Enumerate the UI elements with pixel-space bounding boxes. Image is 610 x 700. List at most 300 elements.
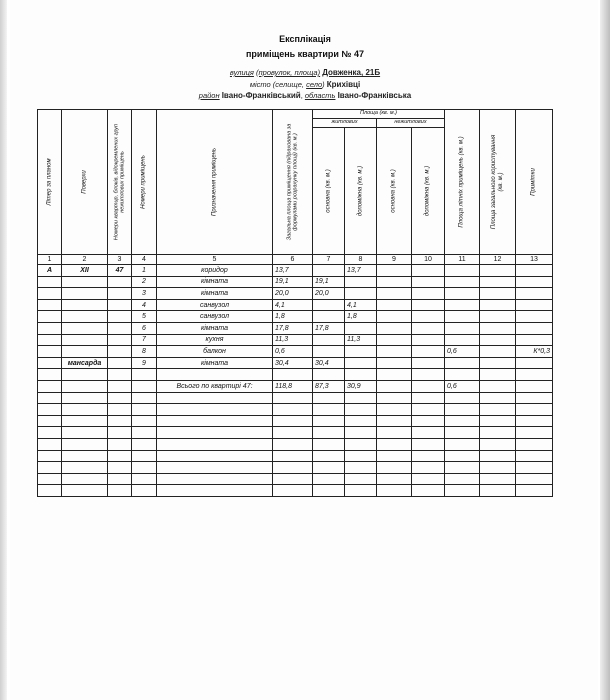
table-cell bbox=[313, 346, 345, 358]
table-row bbox=[38, 392, 553, 404]
table-row bbox=[38, 369, 553, 381]
column-number: 5 bbox=[157, 255, 273, 265]
table-cell: 19,1 bbox=[273, 276, 313, 288]
table-cell bbox=[345, 462, 377, 474]
table-cell bbox=[62, 311, 108, 323]
table-cell bbox=[108, 299, 132, 311]
table-cell bbox=[157, 415, 273, 427]
table-row bbox=[38, 265, 553, 277]
table-cell: 8 bbox=[132, 346, 157, 358]
table-cell bbox=[38, 276, 62, 288]
table-cell bbox=[157, 485, 273, 497]
table-cell bbox=[313, 450, 345, 462]
table-cell bbox=[38, 404, 62, 416]
table-cell: 0,6 bbox=[445, 380, 480, 392]
column-number: 6 bbox=[273, 255, 313, 265]
table-cell bbox=[62, 473, 108, 485]
table-cell bbox=[345, 288, 377, 300]
table-cell bbox=[480, 276, 516, 288]
table-cell bbox=[480, 404, 516, 416]
table-cell bbox=[412, 438, 445, 450]
table-row bbox=[38, 473, 553, 485]
table-cell bbox=[345, 473, 377, 485]
table-cell bbox=[38, 380, 62, 392]
table-row bbox=[38, 288, 553, 300]
column-number: 12 bbox=[480, 255, 516, 265]
table-cell bbox=[132, 380, 157, 392]
table-cell: 2 bbox=[132, 276, 157, 288]
table-cell bbox=[412, 288, 445, 300]
table-cell bbox=[62, 392, 108, 404]
table-cell bbox=[345, 450, 377, 462]
table-cell bbox=[412, 462, 445, 474]
table-cell bbox=[38, 485, 62, 497]
table-cell: 30,4 bbox=[273, 357, 313, 369]
table-cell bbox=[480, 265, 516, 277]
column-number: 3 bbox=[108, 255, 132, 265]
table-cell bbox=[108, 346, 132, 358]
table-cell bbox=[445, 404, 480, 416]
table-row bbox=[38, 427, 553, 439]
col-header-8: допоміжна (кв. м.) bbox=[345, 128, 377, 255]
table-cell bbox=[38, 346, 62, 358]
city-selected: село bbox=[306, 80, 323, 89]
table-cell bbox=[273, 485, 313, 497]
district-value: Івано-Франківський bbox=[221, 91, 301, 100]
table-cell bbox=[62, 427, 108, 439]
table-cell bbox=[345, 276, 377, 288]
table-row bbox=[38, 485, 553, 497]
table-cell bbox=[377, 322, 412, 334]
table-cell bbox=[377, 415, 412, 427]
table-cell bbox=[377, 265, 412, 277]
region-value: Івано-Франківська bbox=[337, 91, 412, 100]
table-row bbox=[38, 380, 553, 392]
table-cell bbox=[38, 369, 62, 381]
column-number: 11 bbox=[445, 255, 480, 265]
table-cell: 30,9 bbox=[345, 380, 377, 392]
table-cell: балкон bbox=[157, 346, 273, 358]
table-cell bbox=[445, 311, 480, 323]
table-cell: 1 bbox=[132, 265, 157, 277]
table-cell: мансарда bbox=[62, 357, 108, 369]
table-cell bbox=[345, 485, 377, 497]
table-cell bbox=[313, 473, 345, 485]
table-cell bbox=[516, 357, 553, 369]
table-row bbox=[38, 334, 553, 346]
col-header-13: Примітки bbox=[516, 110, 553, 255]
table-cell bbox=[273, 427, 313, 439]
table-cell: 1,8 bbox=[273, 311, 313, 323]
table-cell: 13,7 bbox=[273, 265, 313, 277]
table-cell bbox=[516, 404, 553, 416]
table-cell: 19,1 bbox=[313, 276, 345, 288]
table-cell bbox=[377, 485, 412, 497]
column-number: 13 bbox=[516, 255, 553, 265]
table-cell bbox=[412, 380, 445, 392]
table-cell bbox=[132, 450, 157, 462]
table-cell: 9 bbox=[132, 357, 157, 369]
table-cell bbox=[445, 369, 480, 381]
table-cell bbox=[445, 462, 480, 474]
table-cell bbox=[62, 450, 108, 462]
table-cell bbox=[377, 334, 412, 346]
table-cell bbox=[313, 369, 345, 381]
table-cell bbox=[108, 450, 132, 462]
column-number: 1 bbox=[38, 255, 62, 265]
table-cell bbox=[132, 415, 157, 427]
table-cell bbox=[108, 357, 132, 369]
table-cell bbox=[412, 392, 445, 404]
table-cell bbox=[445, 357, 480, 369]
table-cell bbox=[313, 485, 345, 497]
table-cell bbox=[313, 311, 345, 323]
table-cell: 4,1 bbox=[273, 299, 313, 311]
table-cell bbox=[412, 369, 445, 381]
table-cell bbox=[445, 427, 480, 439]
table-cell: XII bbox=[62, 265, 108, 277]
table-cell: 30,4 bbox=[313, 357, 345, 369]
table-cell bbox=[38, 415, 62, 427]
table-cell: 11,3 bbox=[273, 334, 313, 346]
table-cell bbox=[345, 438, 377, 450]
table-cell bbox=[273, 415, 313, 427]
table-cell bbox=[480, 450, 516, 462]
table-cell bbox=[38, 299, 62, 311]
table-cell: 118,8 bbox=[273, 380, 313, 392]
table-cell bbox=[273, 392, 313, 404]
area-group-header: Площа (кв. м.) bbox=[313, 110, 445, 119]
document-title: Експлікація bbox=[279, 34, 331, 44]
column-numbers-row bbox=[38, 255, 553, 265]
table-cell: 11,3 bbox=[345, 334, 377, 346]
city-value: Крихівці bbox=[326, 80, 361, 89]
table-cell: 7 bbox=[132, 334, 157, 346]
table-cell bbox=[108, 369, 132, 381]
table-cell bbox=[38, 473, 62, 485]
street-value: Довженка, 21Б bbox=[322, 68, 381, 77]
table-cell bbox=[412, 265, 445, 277]
table-cell bbox=[345, 392, 377, 404]
table-cell bbox=[273, 369, 313, 381]
table-cell bbox=[273, 473, 313, 485]
table-cell bbox=[377, 311, 412, 323]
city-close: ) bbox=[322, 80, 325, 89]
table-cell bbox=[157, 392, 273, 404]
table-cell bbox=[377, 462, 412, 474]
table-cell bbox=[38, 450, 62, 462]
table-cell bbox=[412, 311, 445, 323]
table-cell: 17,8 bbox=[313, 322, 345, 334]
table-cell: санвузол bbox=[157, 311, 273, 323]
table-cell: 0,6 bbox=[273, 346, 313, 358]
table-cell: 20,0 bbox=[313, 288, 345, 300]
table-cell bbox=[480, 485, 516, 497]
table-cell bbox=[62, 415, 108, 427]
table-cell: кімната bbox=[157, 357, 273, 369]
table-cell bbox=[38, 427, 62, 439]
table-cell bbox=[157, 369, 273, 381]
table-cell bbox=[345, 404, 377, 416]
table-cell bbox=[108, 485, 132, 497]
table-cell: кімната bbox=[157, 288, 273, 300]
col-header-10: допоміжна (кв. м.) bbox=[412, 128, 445, 255]
table-cell: 1,8 bbox=[345, 311, 377, 323]
table-cell bbox=[108, 311, 132, 323]
table-cell: 17,8 bbox=[273, 322, 313, 334]
col-header-5: Призначення приміщень bbox=[157, 110, 273, 255]
table-row bbox=[38, 450, 553, 462]
table-cell bbox=[445, 334, 480, 346]
table-cell bbox=[273, 438, 313, 450]
table-cell bbox=[62, 404, 108, 416]
document-subtitle: приміщень квартири № 47 bbox=[245, 49, 364, 59]
table-cell bbox=[313, 265, 345, 277]
table-cell: А bbox=[38, 265, 62, 277]
table-cell bbox=[313, 404, 345, 416]
table-cell bbox=[157, 438, 273, 450]
table-cell: кімната bbox=[157, 322, 273, 334]
table-cell bbox=[157, 427, 273, 439]
table-row bbox=[38, 299, 553, 311]
col-header-9: основна (кв. м.) bbox=[377, 128, 412, 255]
table-cell: кухня bbox=[157, 334, 273, 346]
table-cell bbox=[377, 276, 412, 288]
table-cell bbox=[38, 392, 62, 404]
column-number: 9 bbox=[377, 255, 412, 265]
table-cell bbox=[480, 392, 516, 404]
table-cell bbox=[412, 357, 445, 369]
table-cell bbox=[377, 450, 412, 462]
table-row bbox=[38, 346, 553, 358]
table-cell bbox=[445, 392, 480, 404]
table-cell bbox=[132, 473, 157, 485]
street-hint: (провулок, площа) bbox=[256, 68, 321, 77]
table-cell bbox=[516, 334, 553, 346]
explication-table bbox=[37, 109, 553, 497]
table-cell bbox=[62, 334, 108, 346]
table-cell bbox=[345, 427, 377, 439]
table-cell bbox=[412, 299, 445, 311]
table-cell bbox=[516, 322, 553, 334]
table-cell bbox=[516, 288, 553, 300]
table-cell bbox=[445, 265, 480, 277]
street-label: вулиця bbox=[229, 68, 254, 77]
table-cell: 4,1 bbox=[345, 299, 377, 311]
table-cell bbox=[516, 311, 553, 323]
table-cell bbox=[516, 473, 553, 485]
photo-edge-right bbox=[600, 0, 610, 700]
table-cell bbox=[108, 473, 132, 485]
table-cell bbox=[62, 322, 108, 334]
table-cell bbox=[445, 415, 480, 427]
table-cell bbox=[313, 427, 345, 439]
table-cell bbox=[445, 276, 480, 288]
table-cell bbox=[38, 288, 62, 300]
table-cell bbox=[132, 438, 157, 450]
table-cell: 5 bbox=[132, 311, 157, 323]
col-header-2: Поверхи bbox=[62, 110, 108, 255]
table-cell: 13,7 bbox=[345, 265, 377, 277]
table-cell: 3 bbox=[132, 288, 157, 300]
table-cell bbox=[516, 299, 553, 311]
table-cell bbox=[157, 473, 273, 485]
table-cell bbox=[445, 288, 480, 300]
table-cell bbox=[313, 438, 345, 450]
table-cell bbox=[62, 369, 108, 381]
table-cell: 0,6 bbox=[445, 346, 480, 358]
col-header-1: Літер за планом bbox=[38, 110, 62, 255]
table-cell bbox=[480, 415, 516, 427]
table-cell: 4 bbox=[132, 299, 157, 311]
table-cell bbox=[377, 427, 412, 439]
table-cell: 20,0 bbox=[273, 288, 313, 300]
table-cell bbox=[108, 462, 132, 474]
table-cell bbox=[516, 392, 553, 404]
table-cell bbox=[62, 276, 108, 288]
table-cell bbox=[412, 450, 445, 462]
table-cell bbox=[313, 299, 345, 311]
table-cell bbox=[108, 380, 132, 392]
table-cell bbox=[412, 346, 445, 358]
table-cell bbox=[313, 462, 345, 474]
table-cell bbox=[62, 380, 108, 392]
table-cell bbox=[38, 462, 62, 474]
table-row bbox=[38, 322, 553, 334]
table-cell bbox=[445, 322, 480, 334]
column-number: 2 bbox=[62, 255, 108, 265]
table-cell bbox=[480, 438, 516, 450]
table-cell bbox=[157, 462, 273, 474]
table-cell bbox=[313, 392, 345, 404]
table-cell bbox=[480, 473, 516, 485]
table-cell bbox=[412, 427, 445, 439]
table-cell bbox=[480, 288, 516, 300]
table-cell: 6 bbox=[132, 322, 157, 334]
table-cell bbox=[377, 346, 412, 358]
table-cell bbox=[516, 380, 553, 392]
district-label: район bbox=[198, 91, 220, 100]
table-cell bbox=[62, 485, 108, 497]
table-cell bbox=[445, 485, 480, 497]
living-group-header: житлових bbox=[313, 119, 377, 128]
table-cell bbox=[62, 288, 108, 300]
table-cell bbox=[108, 288, 132, 300]
table-row bbox=[38, 357, 553, 369]
table-cell bbox=[345, 415, 377, 427]
table-cell bbox=[412, 473, 445, 485]
nonliving-group-header: нежитлових bbox=[377, 119, 445, 128]
table-cell bbox=[412, 415, 445, 427]
table-cell bbox=[62, 438, 108, 450]
table-cell bbox=[132, 462, 157, 474]
table-cell bbox=[108, 427, 132, 439]
column-number: 8 bbox=[345, 255, 377, 265]
table-cell bbox=[412, 334, 445, 346]
table-cell bbox=[516, 485, 553, 497]
table-cell: К*0,3 bbox=[516, 346, 553, 358]
table-row bbox=[38, 311, 553, 323]
table-row bbox=[38, 438, 553, 450]
table-cell bbox=[132, 369, 157, 381]
table-row bbox=[38, 404, 553, 416]
table-cell bbox=[108, 415, 132, 427]
photo-edge-left bbox=[0, 0, 7, 700]
table-cell: Всього по квартирі 47: bbox=[157, 380, 273, 392]
table-cell bbox=[412, 322, 445, 334]
table-cell bbox=[157, 404, 273, 416]
table-cell: санвузол bbox=[157, 299, 273, 311]
table-cell bbox=[445, 450, 480, 462]
table-cell bbox=[132, 404, 157, 416]
table-cell bbox=[38, 438, 62, 450]
table-cell bbox=[480, 346, 516, 358]
table-cell bbox=[38, 357, 62, 369]
table-cell bbox=[313, 334, 345, 346]
table-cell bbox=[108, 334, 132, 346]
table-cell bbox=[62, 462, 108, 474]
table-cell bbox=[516, 462, 553, 474]
table-cell bbox=[108, 438, 132, 450]
table-row bbox=[38, 415, 553, 427]
column-number: 4 bbox=[132, 255, 157, 265]
column-number: 10 bbox=[412, 255, 445, 265]
table-cell bbox=[480, 462, 516, 474]
table-cell bbox=[516, 450, 553, 462]
table-cell bbox=[480, 357, 516, 369]
table-cell bbox=[132, 427, 157, 439]
table-cell bbox=[516, 438, 553, 450]
table-cell bbox=[480, 311, 516, 323]
table-cell bbox=[108, 392, 132, 404]
table-cell bbox=[377, 473, 412, 485]
table-cell bbox=[516, 265, 553, 277]
col-header-12: Площа загального користування (кв. м.) bbox=[480, 110, 516, 255]
table-cell bbox=[108, 404, 132, 416]
table-cell: 47 bbox=[108, 265, 132, 277]
region-label: область bbox=[304, 91, 336, 100]
table-cell bbox=[345, 346, 377, 358]
table-cell bbox=[273, 462, 313, 474]
table-cell bbox=[38, 334, 62, 346]
table-cell bbox=[480, 322, 516, 334]
table-cell bbox=[273, 450, 313, 462]
table-cell bbox=[108, 276, 132, 288]
table-cell bbox=[377, 357, 412, 369]
table-cell bbox=[516, 415, 553, 427]
table-cell bbox=[480, 334, 516, 346]
table-cell bbox=[377, 380, 412, 392]
district-line: район Івано-Франківський, область Івано-Франківська bbox=[198, 91, 412, 100]
table-cell bbox=[377, 288, 412, 300]
col-header-4: Номери приміщень bbox=[132, 110, 157, 255]
column-number: 7 bbox=[313, 255, 345, 265]
table-cell bbox=[132, 392, 157, 404]
table-cell bbox=[412, 485, 445, 497]
table-cell bbox=[516, 427, 553, 439]
table-cell bbox=[516, 369, 553, 381]
table-cell bbox=[480, 299, 516, 311]
city-label: місто (селище, bbox=[249, 80, 304, 89]
table-row bbox=[38, 462, 553, 474]
table-cell bbox=[377, 369, 412, 381]
table-cell bbox=[445, 299, 480, 311]
table-cell bbox=[377, 299, 412, 311]
table-cell bbox=[377, 392, 412, 404]
table-cell bbox=[345, 357, 377, 369]
city-line bbox=[0, 80, 610, 89]
table-cell bbox=[445, 473, 480, 485]
